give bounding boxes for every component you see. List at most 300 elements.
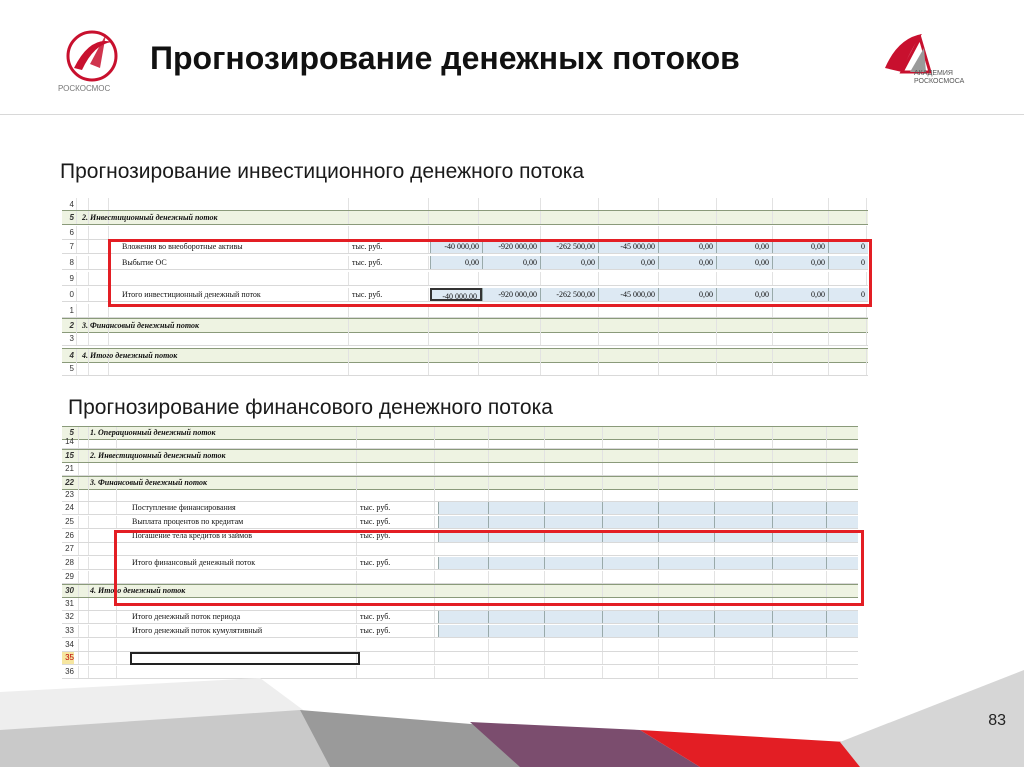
value-cell[interactable] <box>602 625 658 637</box>
grid-line <box>658 226 662 239</box>
selected-cell[interactable] <box>130 652 360 665</box>
value-cell[interactable]: 0,00 <box>540 256 598 269</box>
grid-line <box>602 436 606 448</box>
grid-line <box>658 477 662 489</box>
grid-line <box>88 304 92 317</box>
grid-line <box>772 463 776 475</box>
roscosmos-logo <box>60 28 130 98</box>
grid-line <box>76 332 80 345</box>
academy-logo-text: АКАДЕМИЯ РОСКОСМОСА <box>914 70 965 85</box>
grid-line <box>866 362 870 375</box>
grid-line <box>826 463 830 475</box>
unit-label: тыс. руб. <box>360 503 391 512</box>
row-label: Итого финансовый денежный поток <box>132 558 256 567</box>
grid-line <box>716 226 720 239</box>
row-number: 30 <box>65 586 74 595</box>
row-number: 35 <box>62 652 74 664</box>
grid-line <box>602 652 606 664</box>
grid-line <box>772 332 776 345</box>
grid-line <box>478 226 482 239</box>
value-cell[interactable]: 0,00 <box>658 240 716 253</box>
grid-line <box>540 226 544 239</box>
grid-line <box>658 450 662 462</box>
grid-line <box>78 530 82 542</box>
row-label: Итого инвестиционный денежный поток <box>122 290 261 299</box>
investment-highlight-frame <box>108 239 872 307</box>
value-cell[interactable]: 0,00 <box>658 256 716 269</box>
grid-line <box>78 585 82 597</box>
grid-line <box>488 489 492 501</box>
grid-line <box>658 349 662 362</box>
grid-line <box>602 489 606 501</box>
grid-line <box>478 319 482 332</box>
grid-line <box>88 543 92 555</box>
grid-line <box>434 639 438 651</box>
row-label: Вложения во внеоборотные активы <box>122 242 243 251</box>
unit-label: тыс. руб. <box>352 290 383 299</box>
grid-line <box>598 211 602 224</box>
grid-line <box>348 349 352 362</box>
grid-line <box>76 349 80 362</box>
value-cell[interactable]: -920 000,00 <box>482 240 540 253</box>
row-number: 5 <box>69 213 74 222</box>
value-cell[interactable] <box>544 611 602 623</box>
grid-line <box>108 226 112 239</box>
grid-line <box>88 240 92 253</box>
grid-line <box>78 598 82 610</box>
section-row <box>62 210 868 225</box>
grid-line <box>434 450 438 462</box>
grid-line <box>598 362 602 375</box>
grid-line <box>116 625 120 637</box>
grid-line <box>714 639 718 651</box>
grid-line <box>88 639 92 651</box>
grid-line <box>478 332 482 345</box>
grid-line <box>540 349 544 362</box>
value-cell[interactable]: -45 000,00 <box>598 288 658 301</box>
grid-line <box>88 611 92 623</box>
grid-line <box>78 652 82 664</box>
value-cell[interactable] <box>544 625 602 637</box>
table-row <box>62 652 858 665</box>
row-label: Итого денежный поток периода <box>132 612 241 621</box>
grid-line <box>772 652 776 664</box>
grid-line <box>78 489 82 501</box>
grid-line <box>866 332 870 345</box>
grid-line <box>356 489 360 501</box>
grid-line <box>544 489 548 501</box>
grid-line <box>78 571 82 583</box>
grid-line <box>714 489 718 501</box>
value-cell[interactable] <box>438 611 488 623</box>
table-row <box>62 502 858 515</box>
value-cell[interactable] <box>544 516 602 528</box>
grid-line <box>428 349 432 362</box>
grid-line <box>116 611 120 623</box>
row-number: 4 <box>69 200 74 209</box>
unit-label: тыс. руб. <box>360 558 391 567</box>
grid-line <box>88 516 92 528</box>
grid-line <box>714 436 718 448</box>
row-number: 33 <box>65 626 74 635</box>
grid-line <box>488 477 492 489</box>
grid-line <box>88 557 92 569</box>
grid-line <box>714 463 718 475</box>
grid-line <box>348 332 352 345</box>
grid-line <box>544 436 548 448</box>
table-row <box>62 463 858 476</box>
grid-line <box>866 211 870 224</box>
grid-line <box>716 349 720 362</box>
value-cell[interactable] <box>658 516 714 528</box>
value-cell[interactable]: 0,00 <box>716 288 772 301</box>
grid-line <box>76 256 80 269</box>
value-cell[interactable] <box>602 516 658 528</box>
grid-line <box>714 652 718 664</box>
grid-line <box>716 319 720 332</box>
grid-line <box>428 211 432 224</box>
table-row <box>62 489 858 502</box>
grid-line <box>598 349 602 362</box>
section-row <box>62 348 868 363</box>
academy-logo <box>880 28 990 98</box>
grid-line <box>76 240 80 253</box>
grid-line <box>772 211 776 224</box>
grid-line <box>76 211 80 224</box>
grid-line <box>88 652 92 664</box>
grid-line <box>76 288 80 301</box>
section-row <box>62 449 858 463</box>
unit-label: тыс. руб. <box>352 242 383 251</box>
value-cell[interactable] <box>488 625 544 637</box>
row-number: 5 <box>69 428 74 437</box>
grid-line <box>826 639 830 651</box>
grid-line <box>866 226 870 239</box>
row-number: 29 <box>65 572 74 581</box>
value-cell[interactable] <box>602 502 658 514</box>
grid-line <box>716 332 720 345</box>
grid-line <box>866 319 870 332</box>
financial-highlight-frame <box>114 530 864 606</box>
grid-line <box>716 362 720 375</box>
grid-line <box>88 256 92 269</box>
table-row <box>62 639 858 652</box>
grid-line <box>78 463 82 475</box>
value-cell[interactable]: -45 000,00 <box>598 240 658 253</box>
investment-flow-caption: Прогнозирование инвестиционного денежного потока <box>60 160 585 183</box>
value-cell[interactable]: 0,00 <box>716 240 772 253</box>
grid-line <box>488 652 492 664</box>
grid-line <box>658 211 662 224</box>
value-cell[interactable]: -40 000,00 <box>430 240 482 253</box>
grid-line <box>76 226 80 239</box>
value-cell[interactable] <box>488 611 544 623</box>
row-number: 34 <box>65 640 74 649</box>
table-row <box>62 332 868 346</box>
row-number: 2 <box>69 321 74 330</box>
value-cell[interactable]: 0,00 <box>658 288 716 301</box>
grid-line <box>78 450 82 462</box>
grid-line <box>658 332 662 345</box>
grid-line <box>78 502 82 514</box>
value-cell[interactable] <box>826 516 858 528</box>
grid-line <box>658 489 662 501</box>
grid-line <box>356 463 360 475</box>
section-label: 4. Итого денежный поток <box>90 586 186 595</box>
grid-line <box>478 349 482 362</box>
grid-line <box>540 362 544 375</box>
unit-label: тыс. руб. <box>360 626 391 635</box>
page-number: 83 <box>988 712 1006 729</box>
grid-line <box>88 625 92 637</box>
grid-line <box>78 516 82 528</box>
value-cell[interactable] <box>772 625 826 637</box>
grid-line <box>76 304 80 317</box>
grid-line <box>428 319 432 332</box>
row-label: Погашение тела кредитов и займов <box>132 531 252 540</box>
grid-line <box>488 436 492 448</box>
value-cell[interactable] <box>438 502 488 514</box>
row-number: 1 <box>69 306 74 315</box>
grid-line <box>428 332 432 345</box>
row-label: Итого денежный поток кумулятивный <box>132 626 263 635</box>
grid-line <box>478 362 482 375</box>
value-cell[interactable] <box>826 625 858 637</box>
grid-line <box>658 652 662 664</box>
value-cell[interactable] <box>438 625 488 637</box>
grid-line <box>348 211 352 224</box>
grid-line <box>772 319 776 332</box>
row-number: 22 <box>65 478 74 487</box>
value-cell[interactable] <box>658 502 714 514</box>
grid-line <box>828 349 832 362</box>
grid-line <box>88 598 92 610</box>
row-number: 28 <box>65 558 74 567</box>
row-number: 8 <box>69 258 74 267</box>
value-cell[interactable] <box>772 611 826 623</box>
unit-label: тыс. руб. <box>352 258 383 267</box>
grid-line <box>116 436 120 448</box>
value-cell[interactable] <box>488 502 544 514</box>
grid-line <box>598 226 602 239</box>
grid-line <box>658 319 662 332</box>
grid-line <box>88 436 92 448</box>
value-cell[interactable] <box>714 516 772 528</box>
table-row <box>62 611 858 624</box>
row-number: 9 <box>69 274 74 283</box>
value-cell[interactable]: 0,00 <box>772 240 828 253</box>
grid-line <box>826 477 830 489</box>
grid-line <box>76 272 80 285</box>
value-cell[interactable] <box>658 611 714 623</box>
row-label: Выплата процентов по кредитам <box>132 517 244 526</box>
row-number: 26 <box>65 531 74 540</box>
value-cell[interactable] <box>826 502 858 514</box>
value-cell[interactable]: 0,00 <box>772 288 828 301</box>
row-number: 32 <box>65 612 74 621</box>
grid-line <box>602 639 606 651</box>
grid-line <box>540 332 544 345</box>
grid-line <box>88 226 92 239</box>
grid-line <box>772 436 776 448</box>
grid-line <box>828 319 832 332</box>
value-cell[interactable] <box>488 516 544 528</box>
value-cell[interactable] <box>714 625 772 637</box>
section-label: 3. Финансовый денежный поток <box>90 478 208 487</box>
grid-line <box>78 557 82 569</box>
grid-line <box>76 319 80 332</box>
value-cell[interactable]: -40 000,00 <box>430 288 482 301</box>
grid-line <box>116 502 120 514</box>
grid-line <box>428 226 432 239</box>
value-cell[interactable] <box>826 611 858 623</box>
grid-line <box>826 450 830 462</box>
value-cell[interactable]: -262 500,00 <box>540 288 598 301</box>
row-number: 25 <box>65 517 74 526</box>
grid-line <box>356 477 360 489</box>
financial-flow-caption: Прогнозирование финансового денежного потока <box>68 396 553 419</box>
value-cell[interactable]: 0,00 <box>772 256 828 269</box>
grid-line <box>88 288 92 301</box>
grid-line <box>826 436 830 448</box>
section-row <box>62 476 858 490</box>
unit-label: тыс. руб. <box>360 531 391 540</box>
grid-line <box>434 652 438 664</box>
grid-line <box>116 463 120 475</box>
grid-line <box>488 639 492 651</box>
grid-line <box>602 477 606 489</box>
grid-line <box>772 477 776 489</box>
grid-line <box>76 362 80 375</box>
grid-line <box>78 477 82 489</box>
grid-line <box>116 489 120 501</box>
grid-line <box>88 489 92 501</box>
value-cell[interactable]: 0,00 <box>430 256 482 269</box>
value-cell[interactable]: 0,00 <box>482 256 540 269</box>
grid-line <box>88 530 92 542</box>
grid-line <box>434 489 438 501</box>
section-label: 2. Инвестиционный денежный поток <box>82 213 218 222</box>
grid-line <box>348 319 352 332</box>
grid-line <box>356 436 360 448</box>
header-divider <box>0 114 1024 115</box>
grid-line <box>772 226 776 239</box>
grid-line <box>544 652 548 664</box>
grid-line <box>116 652 120 664</box>
table-row <box>62 516 858 529</box>
roscosmos-logo-text: РОСКОСМОС <box>58 84 111 93</box>
table-row <box>62 436 858 449</box>
grid-line <box>88 272 92 285</box>
grid-line <box>772 349 776 362</box>
value-cell[interactable] <box>658 625 714 637</box>
grid-line <box>348 362 352 375</box>
grid-line <box>828 332 832 345</box>
grid-line <box>488 463 492 475</box>
grid-line <box>772 489 776 501</box>
grid-line <box>78 625 82 637</box>
grid-line <box>116 639 120 651</box>
row-number: 14 <box>65 437 74 446</box>
value-cell[interactable]: 0 <box>828 256 868 269</box>
slide-title: Прогнозирование денежных потоков <box>150 40 740 76</box>
value-cell[interactable] <box>714 611 772 623</box>
grid-line <box>348 226 352 239</box>
row-number: 27 <box>65 544 74 553</box>
value-cell[interactable]: 0,00 <box>598 256 658 269</box>
grid-line <box>658 463 662 475</box>
grid-line <box>828 362 832 375</box>
grid-line <box>108 332 112 345</box>
value-cell[interactable]: 0 <box>828 240 868 253</box>
grid-line <box>826 489 830 501</box>
row-number: 5 <box>69 364 74 373</box>
row-number: 23 <box>65 490 74 499</box>
row-number: 6 <box>69 228 74 237</box>
value-cell[interactable] <box>544 502 602 514</box>
grid-line <box>658 362 662 375</box>
row-number: 15 <box>65 451 74 460</box>
grid-line <box>428 362 432 375</box>
grid-line <box>828 211 832 224</box>
grid-line <box>88 571 92 583</box>
value-cell[interactable] <box>772 516 826 528</box>
grid-line <box>78 611 82 623</box>
value-cell[interactable]: -920 000,00 <box>482 288 540 301</box>
table-row <box>62 625 858 638</box>
grid-line <box>544 450 548 462</box>
table-row <box>62 362 868 376</box>
grid-line <box>866 349 870 362</box>
grid-line <box>658 639 662 651</box>
value-cell[interactable] <box>438 516 488 528</box>
grid-line <box>772 450 776 462</box>
value-cell[interactable]: -262 500,00 <box>540 240 598 253</box>
row-number: 3 <box>69 334 74 343</box>
grid-line <box>598 319 602 332</box>
grid-line <box>826 652 830 664</box>
section-row <box>62 318 868 333</box>
section-label: 1. Операционный денежный поток <box>90 428 216 437</box>
unit-label: тыс. руб. <box>360 517 391 526</box>
value-cell[interactable]: 0 <box>828 288 868 301</box>
value-cell[interactable] <box>772 502 826 514</box>
row-number: 4 <box>69 351 74 360</box>
grid-line <box>78 436 82 448</box>
grid-line <box>540 211 544 224</box>
grid-line <box>602 463 606 475</box>
grid-line <box>434 463 438 475</box>
grid-line <box>598 332 602 345</box>
grid-line <box>772 639 776 651</box>
grid-line <box>88 332 92 345</box>
grid-line <box>488 450 492 462</box>
section-label: 2. Инвестиционный денежный поток <box>90 451 226 460</box>
grid-line <box>714 450 718 462</box>
grid-line <box>78 639 82 651</box>
row-number: 24 <box>65 503 74 512</box>
grid-line <box>434 436 438 448</box>
unit-label: тыс. руб. <box>360 612 391 621</box>
grid-line <box>716 211 720 224</box>
value-cell[interactable] <box>714 502 772 514</box>
grid-line <box>828 226 832 239</box>
value-cell[interactable]: 0,00 <box>716 256 772 269</box>
grid-line <box>356 639 360 651</box>
grid-line <box>544 639 548 651</box>
value-cell[interactable] <box>602 611 658 623</box>
grid-line <box>544 477 548 489</box>
